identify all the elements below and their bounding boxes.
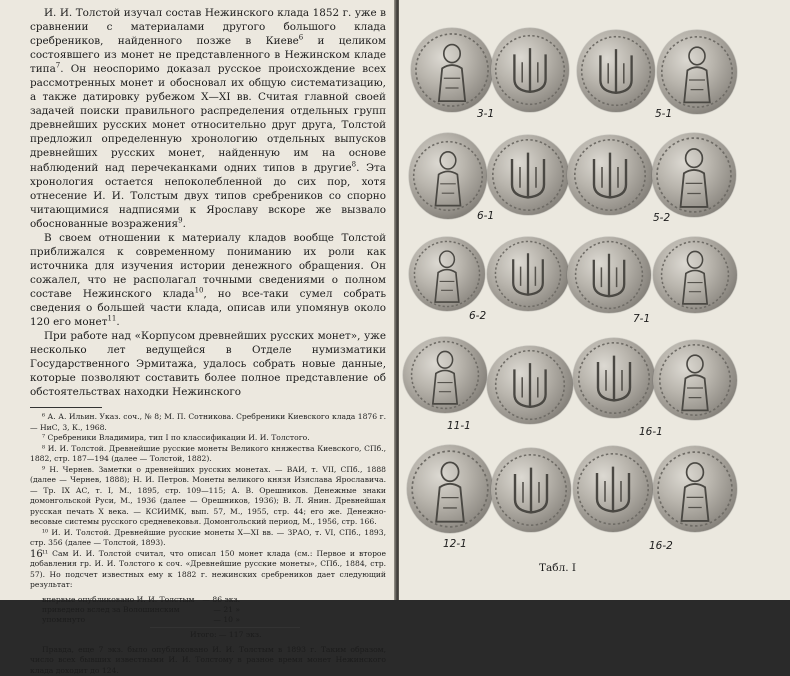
coin-photo bbox=[409, 133, 487, 219]
coin-label: 5-2 bbox=[653, 212, 671, 224]
closing-note: Правда, еще 7 экз. было опубликовано И. И. Толстым в 1893 г. Таким образом, число всех бывших известными И. И. Толстому в разное время монет Нежинского клада доходит до 124. bbox=[30, 644, 386, 675]
coin-motif-icon bbox=[653, 237, 737, 313]
footnote: ¹¹ Сам И. И. Толстой считал, что описал 150 монет клада (см.: Первое и второе добавления гр. И. И. Толстого к соч. «Древнейшие русские монеты», СПб., 1884, стр. 57). Но подсчет известных ему к 1882 г. нежинских сребреников дает следующий результат: bbox=[30, 548, 386, 590]
coin-motif-icon bbox=[487, 135, 569, 215]
coin-photo bbox=[653, 340, 737, 420]
coin-photo bbox=[491, 28, 569, 112]
coin-label: 16-2 bbox=[649, 540, 673, 552]
tally-row: впервые опубликовано И. И. Толстым — 86 экз. bbox=[42, 594, 241, 604]
coin-motif-icon bbox=[573, 338, 655, 418]
footnote: ¹⁰ И. И. Толстой. Древнейшие русские монеты X—XI вв. — ЗРАО, т. VI, СПб., 1893, стр. 356 (далее — Толстой, 1893). bbox=[30, 527, 386, 548]
plate-caption: Табл. I bbox=[539, 562, 577, 574]
coin-motif-icon bbox=[567, 237, 651, 313]
footnote: ⁷ Сребреники Владимира, тип I по классификации И. И. Толстого. bbox=[42, 433, 310, 443]
coin-motif-icon bbox=[657, 30, 737, 114]
coin-label: 6-2 bbox=[469, 310, 487, 322]
coin-motif-icon bbox=[573, 446, 653, 532]
coin-photo bbox=[491, 448, 571, 532]
tally-row: упомянуто — 10 » bbox=[42, 614, 241, 624]
right-page bbox=[399, 0, 790, 600]
coin-motif-icon bbox=[403, 337, 487, 413]
page-number: 16 bbox=[30, 549, 43, 560]
coin-motif-icon bbox=[411, 28, 493, 112]
coin-label: 7-1 bbox=[633, 313, 651, 325]
total-divider bbox=[150, 627, 300, 628]
coin-photo bbox=[409, 237, 485, 311]
paragraph: И. И. Толстой изучал состав Нежинского клада 1852 г. уже в сравнении с материалами другого большого клада сребреников, найденного позже в Киеве$^6$ и целиком состоявшего из монет не представленного в Нежинском кладе типа$^7$. Он неоспоримо доказал русское происхождение всех рассмотренных монет и обосновал их общую систематизацию, а также датировку рубежом X—XI вв. Считая главной своей задачей поиски правильного распределения отдельных групп древнейших русских монет относительно друг друга, Толстой предложил определенную хронологию отдельных выпусков древнейших русских монет, найденную им на основе наблюдений над перечеканками одних типов в другие$^8$. Эта хронология остается непоколебленной до сих пор, хотя отнесение И. И. Толстым двух типов сребреников со спорно читающимися надписями к Ярославу вскоре же вызвало обоснованные возражения$^9$. bbox=[30, 7, 386, 230]
coin-photo bbox=[411, 28, 493, 112]
coin-label: 5-1 bbox=[655, 108, 673, 120]
body-text bbox=[30, 6, 386, 399]
coin-photo bbox=[652, 133, 736, 217]
coin-motif-icon bbox=[577, 30, 655, 112]
coin-motif-icon bbox=[653, 340, 737, 420]
coin-motif-icon bbox=[409, 133, 487, 219]
coin-motif-icon bbox=[491, 448, 571, 532]
paragraph: При работе над «Корпусом древнейших русских монет», уже несколько лет ведущейся в Отделе нумизматики Государственного Эрмитажа, удалось собрать новые данные, которые позволяют составить более полное представление об обстоятельствах находки Нежинского bbox=[30, 330, 386, 399]
coin-label: 6-1 bbox=[477, 210, 495, 222]
coin-motif-icon bbox=[487, 346, 573, 424]
tally-table bbox=[42, 595, 240, 625]
coin-photo bbox=[403, 337, 487, 413]
coin-photo bbox=[567, 135, 653, 215]
coin-photo bbox=[407, 445, 493, 533]
coin-photo bbox=[487, 237, 569, 311]
coin-photo bbox=[577, 30, 655, 112]
coin-photo bbox=[653, 446, 737, 532]
coin-motif-icon bbox=[491, 28, 569, 112]
coin-motif-icon bbox=[567, 135, 653, 215]
coin-label: 11-1 bbox=[447, 420, 471, 432]
tally-row: приведено вслед за Волошинским — 21 » bbox=[42, 604, 241, 614]
coin-photo bbox=[567, 237, 651, 313]
coin-photo bbox=[487, 346, 573, 424]
coin-motif-icon bbox=[653, 446, 737, 532]
coin-photo bbox=[653, 237, 737, 313]
coin-motif-icon bbox=[407, 445, 493, 533]
coin-motif-icon bbox=[652, 133, 736, 217]
coin-photo bbox=[657, 30, 737, 114]
coin-motif-icon bbox=[409, 237, 485, 311]
coin-label: 3-1 bbox=[477, 108, 495, 120]
coin-motif-icon bbox=[487, 237, 569, 311]
tally-total: Итого: — 117 экз. bbox=[190, 629, 262, 639]
coin-photo bbox=[487, 135, 569, 215]
coin-photo bbox=[573, 338, 655, 418]
footnote-divider bbox=[30, 407, 102, 408]
footnotes bbox=[30, 412, 386, 591]
footnote: ⁸ И. И. Толстой. Древнейшие русские монеты Великого княжества Киевского, СПб., 1882, стр. 187—194 (далее — Толстой, 1882). bbox=[30, 443, 386, 464]
paragraph: В своем отношении к материалу кладов вообще Толстой приближался к современному пониманию их роли как источника для изучения истории денежного обращения. Он сожалел, что не располагал точными сведениями о полном составе Нежинского клада$^{10}$, но все-таки сумел собрать сведения о большей части клада, описав или упомянув около 120 его монет$^{11}$. bbox=[30, 231, 386, 329]
coin-label: 12-1 bbox=[443, 538, 467, 550]
footnote: ⁹ Н. Чернев. Заметки о древнейших русских монетах. — ВАИ, т. VII, СПб., 1888 (далее — Чернев, 1888); Н. И. Петров. Монеты великого князя Изяслава Ярославича. — Тр. IX АС, т. I, М., 1895, стр. 109—115; А. В. Орешников. Денежные знаки домонгольской Руси, М., 1936 (далее — Орешников, 1936); В. Л. Янин. Древнейшая русская печать X века. — КСИИМК, вып. 57, М., 1955, стр. 44; его же. Денежно-весовые системы русского средневековья. Домонгольский период, М., 1956, стр. 166. bbox=[30, 464, 386, 527]
coin-photo bbox=[573, 446, 653, 532]
footnote: ⁶ А. А. Ильин. Указ. соч., № 8; М. П. Сотникова. Сребреники Киевского клада 1876 г. — НиС, 3, К., 1968. bbox=[30, 412, 386, 432]
coin-label: 16-1 bbox=[639, 426, 663, 438]
